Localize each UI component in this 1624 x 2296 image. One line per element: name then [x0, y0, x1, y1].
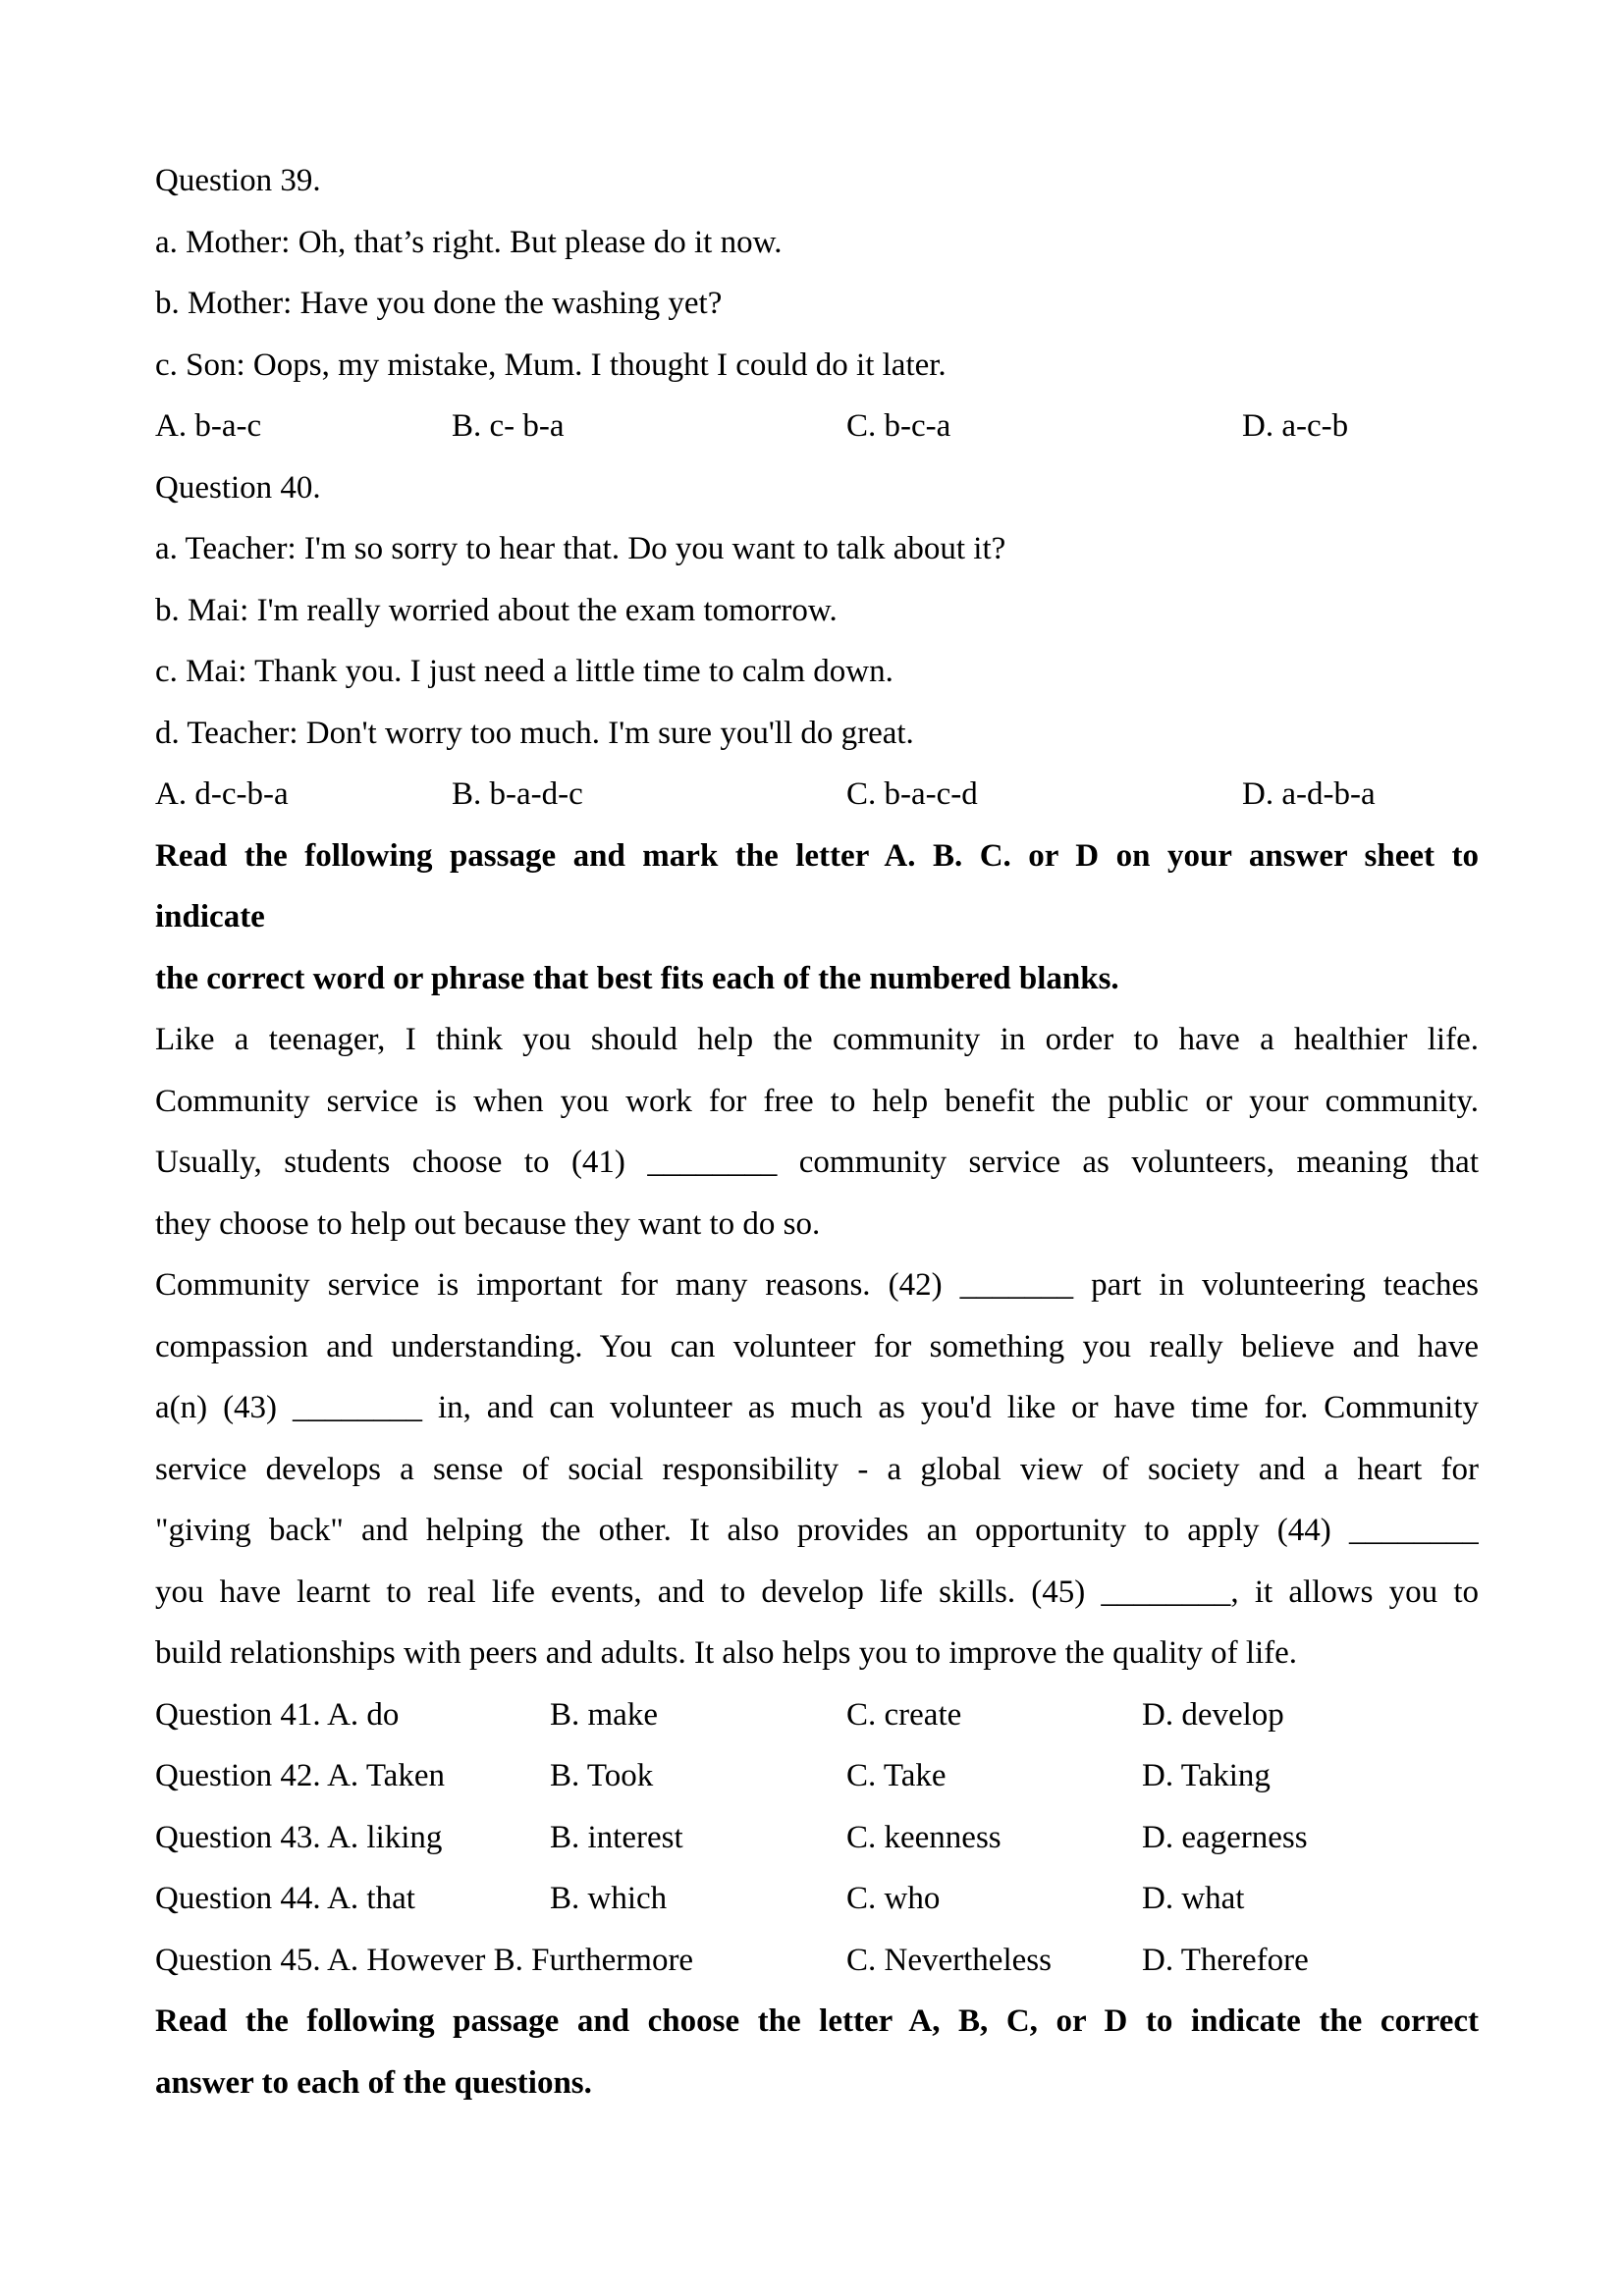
option-d: D. a-d-b-a	[1242, 776, 1376, 812]
question-40-options	[155, 764, 1479, 826]
page-content	[155, 150, 1479, 2113]
passage-line: Community service is when you work for free to help benefit the public or your community.	[155, 1083, 1479, 1119]
passage-line: "giving back" and helping the other. It also provides an opportunity to apply (44) ________	[155, 1513, 1479, 1548]
section-instruction-line: Read the following passage and mark the letter A. B. C. or D on your answer sheet to	[155, 837, 1479, 874]
passage-line: compassion and understanding. You can volunteer for something you really believe and have	[155, 1328, 1479, 1364]
question-40-line-d: d. Teacher: Don't worry too much. I'm sure you'll do great.	[155, 715, 914, 751]
option-a: A. d-c-b-a	[155, 776, 289, 812]
question-40-line-c: c. Mai: Thank you. I just need a little time to calm down.	[155, 654, 893, 689]
question-label-option-a: Question 42. A. Taken	[155, 1758, 445, 1793]
question-row	[155, 1868, 1479, 1930]
option-d: D. eagerness	[1142, 1819, 1308, 1855]
option-a: A. b-a-c	[155, 408, 262, 444]
option-d: D. develop	[1142, 1696, 1284, 1733]
section-instruction-line: answer to each of the questions.	[155, 2064, 592, 2101]
option-d: D. Taking	[1142, 1758, 1271, 1793]
option-c: C. Nevertheless	[846, 1942, 1052, 1978]
option-b: B. c- b-a	[452, 408, 565, 444]
option-b: B. interest	[550, 1819, 683, 1855]
question-row	[155, 1807, 1479, 1869]
question-row	[155, 1684, 1479, 1746]
question-39-line-a: a. Mother: Oh, that’s right. But please do it now.	[155, 224, 783, 260]
passage-line: Like a teenager, I think you should help the community in order to have a healthier life.	[155, 1022, 1479, 1057]
passage-line: they choose to help out because they want to do so.	[155, 1205, 821, 1242]
passage-line: a(n) (43) ________ in, and can volunteer as much as you'd like or have time for. Community	[155, 1390, 1479, 1425]
option-c: C. create	[846, 1696, 962, 1733]
option-c: C. b-a-c-d	[846, 776, 978, 812]
question-label-option-a-b: Question 45. A. However B. Furthermore	[155, 1942, 694, 1978]
question-label-option-a: Question 43. A. liking	[155, 1819, 443, 1855]
section-instruction-line: the correct word or phrase that best fits each of the numbered blanks.	[155, 960, 1119, 996]
option-c: C. who	[846, 1881, 941, 1916]
question-label-option-a: Question 44. A. that	[155, 1881, 415, 1916]
option-b: B. Took	[550, 1758, 654, 1793]
question-39-title: Question 39.	[155, 163, 321, 198]
question-39-options	[155, 396, 1479, 457]
passage-line: you have learnt to real life events, and to develop life skills. (45) ________, it allows you to	[155, 1574, 1479, 1610]
option-b: B. make	[550, 1696, 658, 1733]
section-instruction-line: Read the following passage and choose the letter A, B, C, or D to indicate the correct	[155, 2003, 1479, 2039]
question-40-line-a: a. Teacher: I'm so sorry to hear that. Do you want to talk about it?	[155, 531, 1006, 566]
option-c: C. keenness	[846, 1819, 1001, 1855]
passage-line: Community service is important for many reasons. (42) _______ part in volunteering teaches	[155, 1267, 1479, 1303]
passage-line: build relationships with peers and adults. It also helps you to improve the quality of life.	[155, 1635, 1298, 1671]
option-b: B. which	[550, 1881, 668, 1916]
question-40-line-b: b. Mai: I'm really worried about the exam tomorrow.	[155, 592, 838, 628]
question-row	[155, 1745, 1479, 1807]
question-39-line-c: c. Son: Oops, my mistake, Mum. I thought I could do it later.	[155, 347, 947, 383]
passage-line: service develops a sense of social responsibility - a global view of society and a heart for	[155, 1451, 1479, 1487]
question-39-line-b: b. Mother: Have you done the washing yet?	[155, 286, 723, 321]
question-row	[155, 1930, 1479, 1992]
option-d: D. what	[1142, 1881, 1245, 1916]
passage-line: Usually, students choose to (41) ________ community service as volunteers, meaning that	[155, 1145, 1479, 1180]
question-40-title: Question 40.	[155, 469, 321, 506]
option-d: D. Therefore	[1142, 1942, 1309, 1978]
section-instruction-line: indicate	[155, 899, 265, 934]
question-label-option-a: Question 41. A. do	[155, 1696, 400, 1733]
option-c: C. b-c-a	[846, 408, 951, 444]
option-d: D. a-c-b	[1242, 408, 1349, 444]
option-c: C. Take	[846, 1758, 947, 1793]
option-b: B. b-a-d-c	[452, 776, 583, 812]
